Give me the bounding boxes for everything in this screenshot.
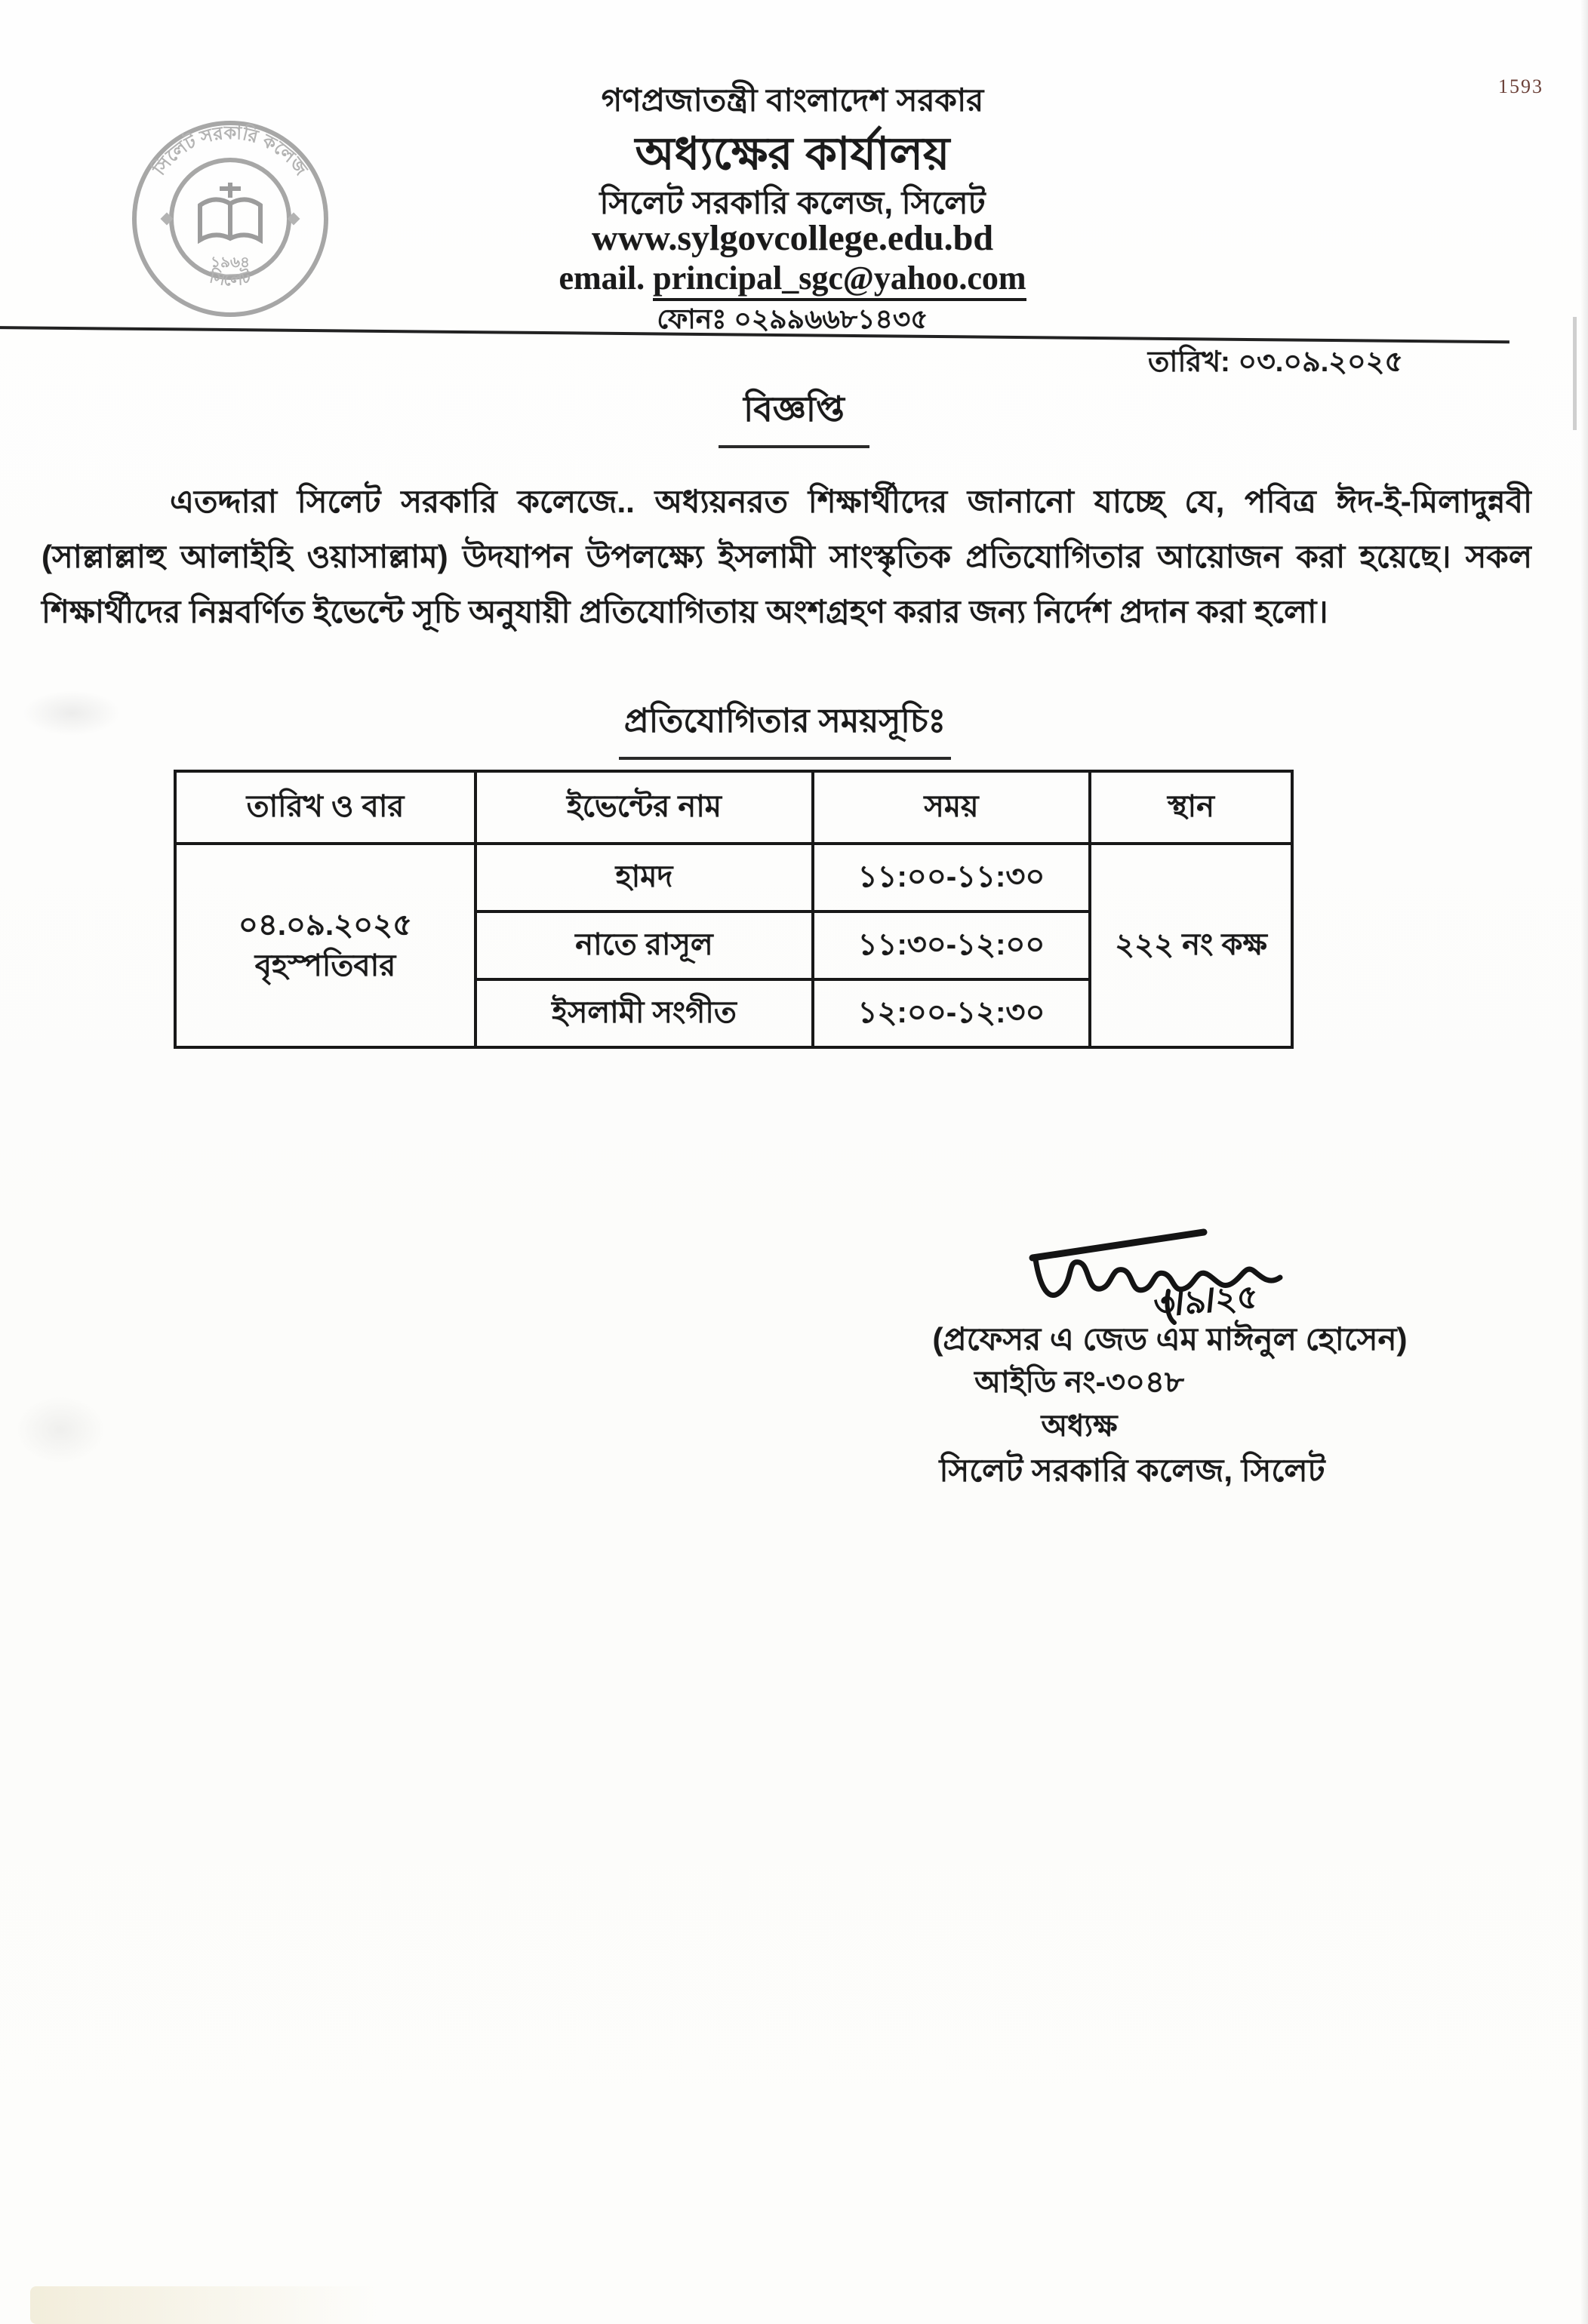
body-line-1: এতদ্দারা সিলেট সরকারি কলেজে.. অধ্যয়নরত শিক্ষার্থীদের জানানো যাচ্ছে যে, পবিত্র ঈদ-ই-মিলাদুন্নবী — [170, 484, 1532, 519]
event-time-cell: ১২:০০-১২:৩০ — [813, 979, 1090, 1047]
issue-date: তারিখ: ০৩.০৯.২০২৫ — [1147, 346, 1404, 378]
col-header-venue: স্থান — [1090, 771, 1292, 844]
date-day-cell — [175, 844, 475, 1047]
event-time-cell: ১১:৩০-১২:০০ — [813, 911, 1090, 979]
notice-title: বিজ্ঞপ্তি — [719, 383, 869, 448]
seal-arc-text-bottom: সিলেট — [208, 267, 253, 290]
scan-smudge — [15, 1396, 106, 1464]
signatory-name: (প্রফেসর এ জেড এম মাঈনুল হোসেন) — [932, 1321, 1408, 1357]
col-header-event: ইভেন্টের নাম — [475, 771, 813, 844]
scan-smudge — [30, 2286, 377, 2324]
table-row — [175, 844, 1292, 911]
svg-text:সিলেট সরকারি কলেজ — [148, 122, 312, 180]
venue-cell: ২২২ নং কক্ষ — [1090, 844, 1292, 1047]
email-label: email. — [559, 260, 645, 297]
letterhead-email-line — [340, 259, 1245, 297]
event-weekday: বৃহস্পতিবার — [254, 949, 396, 982]
open-book-icon — [200, 183, 260, 240]
college-seal-logo — [125, 113, 336, 324]
event-name-cell: হামদ — [475, 844, 813, 911]
signature-handwritten-date: ৩/৯/২৫ — [1152, 1278, 1260, 1324]
schedule-section-title: প্রতিযোগিতার সময়সূচিঃ — [619, 696, 951, 760]
letterhead-website: www.sylgovcollege.edu.bd — [591, 218, 994, 258]
event-time-cell: ১১:০০-১১:৩০ — [813, 844, 1090, 911]
email-address: principal_sgc@yahoo.com — [653, 260, 1026, 301]
event-date: ০৪.০৯.২০২৫ — [238, 908, 413, 942]
scan-edge-shadow — [1580, 0, 1588, 2324]
corner-serial-number: 1593 — [1498, 75, 1543, 97]
col-header-time: সময় — [813, 771, 1090, 844]
notice-body-paragraph — [42, 474, 1532, 639]
table-header-row — [175, 771, 1292, 844]
seal-arc-text-top: সিলেট সরকারি কলেজ — [149, 122, 312, 180]
col-header-date: তারিখ ও বার — [175, 771, 475, 844]
event-name-cell: ইসলামী সংগীত — [475, 979, 813, 1047]
seal-year: ১৯৬৪ — [211, 254, 250, 271]
body-line-2: (সাল্লাল্লাহু আলাইহি ওয়াসাল্লাম) উদযাপন উপলক্ষ্যে ইসলামী সাংস্কৃতিক প্রতিযোগিতার আয়োজন করা হয়েছে। সকল — [42, 539, 1532, 574]
signatory-designation: অধ্যক্ষ — [1041, 1409, 1118, 1443]
letterhead-government-line: গণপ্রজাতন্ত্রী বাংলাদেশ সরকার — [601, 82, 984, 118]
scan-smudge — [23, 690, 121, 736]
event-name-cell: নাতে রাসূল — [475, 911, 813, 979]
letterhead-office-line: অধ্যক্ষের কার্যালয় — [635, 128, 950, 179]
signatory-institution: সিলেট সরকারি কলেজ, সিলেট — [939, 1452, 1325, 1488]
letterhead-college-line: সিলেট সরকারি কলেজ, সিলেট — [599, 185, 986, 220]
letterhead-phone: ফোনঃ ০২৯৯৬৬৮১৪৩৫ — [657, 303, 928, 334]
scan-edge-artifact — [1573, 317, 1577, 430]
signatory-id: আইডি নং-৩০৪৮ — [974, 1366, 1184, 1399]
body-line-3: শিক্ষার্থীদের নিম্নবর্ণিত ইভেন্টে সূচি অনুযায়ী প্রতিযোগিতায় অংশগ্রহণ করার জন্য নির্দেশ প্রদান করা হলো। — [42, 594, 1328, 629]
schedule-table — [174, 770, 1294, 1049]
